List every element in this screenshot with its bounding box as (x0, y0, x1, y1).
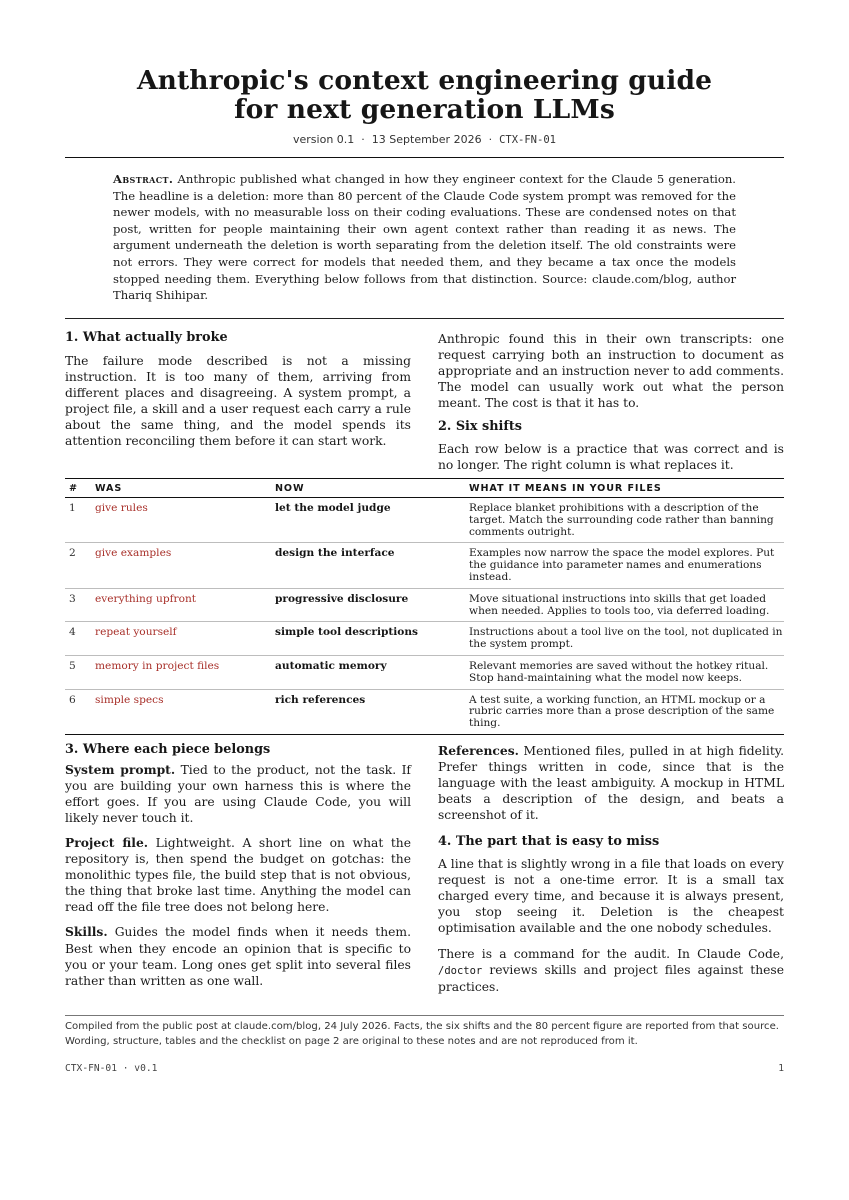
section-2-intro: Each row below is a practice that was correct and is no longer. The right column is what replaces it. (438, 441, 784, 473)
document-title (65, 66, 784, 124)
skills-paragraph (65, 924, 411, 988)
row-now: rich references (275, 689, 469, 734)
footnote-line-1: Compiled from the public post at claude.com/blog, 24 July 2026. Facts, the six shifts and the 80 percent figure are reported from that source. (65, 1020, 780, 1032)
skills-text: Guides the model finds when it needs them. Best when they encode an opinion that is specific to you or your team. Long ones get split into several files rather than written as one wall. (65, 925, 411, 988)
section-4-heading: 4. The part that is easy to miss (438, 834, 660, 850)
row-now: automatic memory (275, 656, 469, 690)
table-row (65, 622, 784, 656)
six-shifts-table (65, 478, 784, 735)
row-number: 2 (65, 543, 95, 588)
title-line-1: Anthropic's context engineering guide (136, 65, 713, 96)
section-row-bottom (65, 741, 784, 995)
project-file-text: Lightweight. A short line on what the repository is, then spend the budget on gotchas: the monolithic types file, the build step that is not obvious, the thing that broke last time. Anything the model can read off the file tree does not belong here. (65, 836, 411, 915)
row-now: let the model judge (275, 498, 469, 543)
references-term: References. (438, 743, 519, 759)
table-row (65, 498, 784, 543)
table-row (65, 543, 784, 588)
version-label: version 0.1 (293, 133, 355, 146)
row-number: 1 (65, 498, 95, 543)
project-file-term: Project file. (65, 835, 149, 851)
abstract-label: Abstract. (113, 172, 174, 186)
row-was: repeat yourself (95, 622, 275, 656)
references-paragraph (438, 743, 784, 823)
column-left (65, 741, 411, 995)
row-was: memory in project files (95, 656, 275, 690)
section-3-heading: 3. Where each piece belongs (65, 742, 271, 758)
column-right (438, 331, 784, 473)
row-now: progressive disclosure (275, 588, 469, 622)
row-number: 4 (65, 622, 95, 656)
row-number: 6 (65, 689, 95, 734)
row-means: A test suite, a working function, an HTML mockup or a rubric carries more than a prose description of the same thing. (469, 689, 784, 734)
system-prompt-term: System prompt. (65, 762, 176, 778)
footer-doc-id: CTX-FN-01 · v0.1 (65, 1063, 158, 1075)
skills-term: Skills. (65, 924, 108, 940)
column-header-means: WHAT IT MEANS IN YOUR FILES (469, 479, 784, 498)
title-line-2: for next generation LLMs (234, 94, 615, 125)
table-row (65, 689, 784, 734)
row-number: 5 (65, 656, 95, 690)
date-label: 13 September 2026 (371, 133, 482, 146)
document-page (65, 66, 784, 1074)
doctor-text-before: There is a command for the audit. In Claude Code, (438, 946, 784, 961)
abstract (113, 171, 736, 304)
document-meta (65, 132, 784, 147)
meta-separator: · (361, 133, 365, 146)
row-now: simple tool descriptions (275, 622, 469, 656)
table-row (65, 656, 784, 690)
column-right (438, 743, 784, 995)
page-footer (65, 1063, 784, 1074)
page-number: 1 (778, 1063, 784, 1075)
column-header-was: WAS (95, 479, 275, 498)
row-was: give examples (95, 543, 275, 588)
column-header-now: NOW (275, 479, 469, 498)
row-means: Examples now narrow the space the model explores. Put the guidance into parameter names and enumerations instead. (469, 543, 784, 588)
row-means: Move situational instructions into skills that get loaded when needed. Applies to tools too, via deferred loading. (469, 588, 784, 622)
section-1-paragraph-1: The failure mode described is not a missing instruction. It is too many of them, arriving from different places and disagreeing. A system prompt, a project file, a skill and a user request each carry a rule about the same thing, and the model spends its attention reconciling them before it can start work. (65, 353, 411, 448)
row-means: Instructions about a tool live on the tool, not duplicated in the system prompt. (469, 622, 784, 656)
row-was: simple specs (95, 689, 275, 734)
references-text: Mentioned files, pulled in at high fidelity. Prefer things written in code, since that is the language with the least ambiguity. A mockup in HTML beats a description of the design, and beats a screenshot of it. (438, 744, 784, 823)
section-1-heading: 1. What actually broke (65, 329, 228, 345)
meta-separator: · (488, 133, 493, 146)
row-means: Relevant memories are saved without the hotkey ritual. Stop hand-maintaining what the model now keeps. (469, 656, 784, 690)
footnote-divider (65, 1015, 784, 1016)
section-4-paragraph-2 (438, 946, 784, 995)
system-prompt-text: Tied to the product, not the task. If you are building your own harness this is where the effort goes. If you are using Claude Code, you will likely never touch it. (65, 763, 411, 826)
abstract-divider (65, 318, 784, 319)
header-divider (65, 157, 784, 158)
section-4-paragraph-1: A line that is slightly wrong in a file that loads on every request is not a one-time error. It is a small tax charged every time, and because it is always present, you stop seeing it. Deletion is the cheapest optimisation available and the one nobody schedules. (438, 857, 784, 936)
row-was: give rules (95, 498, 275, 543)
table-header-row (65, 479, 784, 498)
footnote-line-2: Wording, structure, tables and the checklist on page 2 are original to these notes and are not reproduced from it. (65, 1036, 638, 1048)
row-was: everything upfront (95, 588, 275, 622)
system-prompt-paragraph (65, 762, 411, 826)
row-now: design the interface (275, 543, 469, 588)
doc-code-label: CTX-FN-01 (499, 134, 556, 146)
section-row-top (65, 329, 784, 473)
abstract-text: Anthropic published what changed in how they engineer context for the Claude 5 generation. The headline is a deletion: more than 80 percent of the Claude Code system prompt was removed for the newer models, with no measurable loss on their coding evaluations. These are condensed notes on that post, written for people maintaining their own agent context rather than reading it as news. The argument underneath the deletion is worth separating from the deletion itself. The old constraints were not errors. They were correct for models that needed them, and they became a tax once the models stopped needing them. Everything below follows from that distinction. Source: claude.com/blog, author Thariq Shihipar. (113, 172, 736, 303)
column-header-number: # (65, 479, 95, 498)
doctor-command: /doctor (438, 964, 483, 977)
table-row (65, 588, 784, 622)
section-2-heading: 2. Six shifts (438, 418, 522, 434)
doctor-text-after: reviews skills and project files against these practices. (438, 962, 784, 994)
column-left (65, 329, 411, 473)
section-1-paragraph-2: Anthropic found this in their own transcripts: one request carrying both an instruction to document as appropriate and an instruction never to add comments. The model can usually work out what the person meant. The cost is that it has to. (438, 331, 785, 410)
project-file-paragraph (65, 835, 411, 915)
row-number: 3 (65, 588, 95, 622)
footnote (65, 1019, 784, 1050)
row-means: Replace blanket prohibitions with a description of the target. Match the surrounding code rather than banning comments outright. (469, 498, 784, 543)
